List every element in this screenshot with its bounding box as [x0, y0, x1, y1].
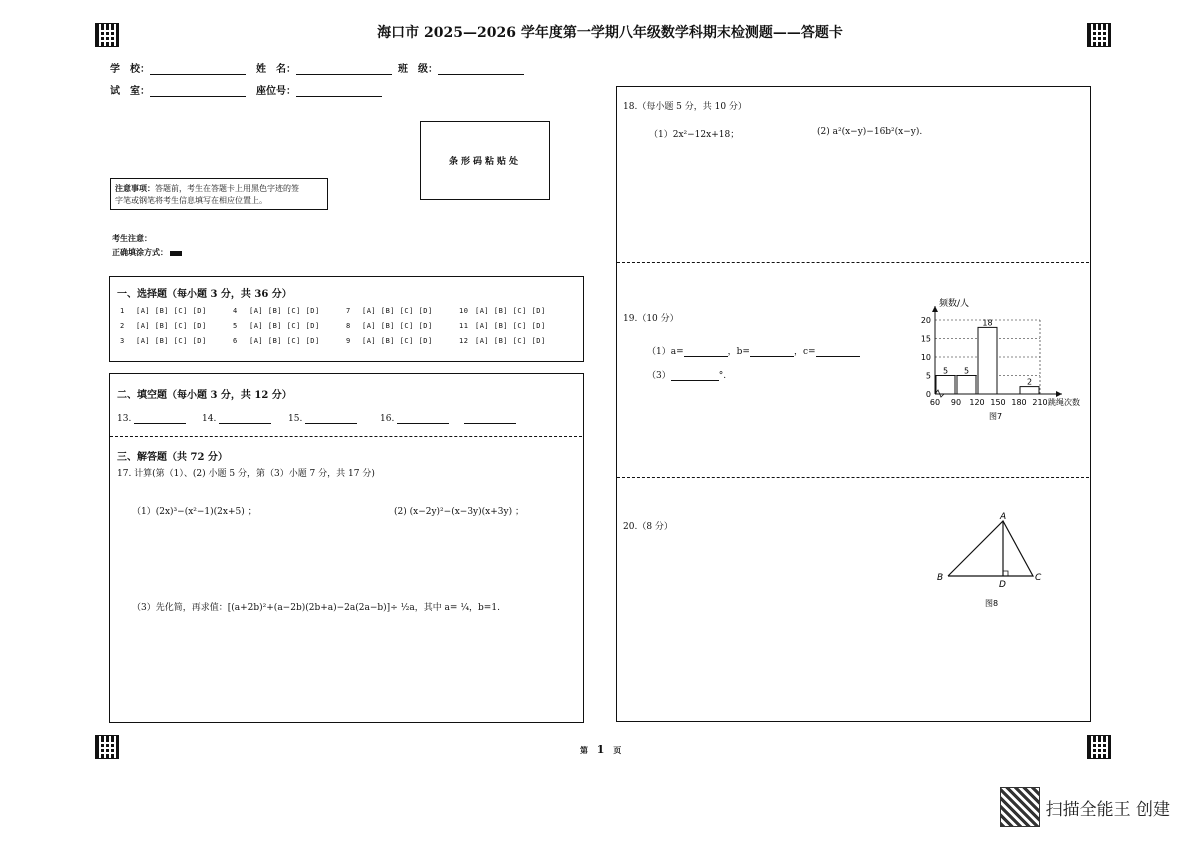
bar-value-label: 5 [963, 366, 970, 376]
bar-value-label: 18 [982, 318, 993, 328]
q13-field[interactable] [117, 413, 186, 424]
bar-value-label: 2 [1026, 377, 1033, 387]
choice-q3[interactable] [120, 337, 207, 345]
choice-number: 5 [233, 322, 238, 330]
watermark-text: 扫描全能王 创建 [1045, 799, 1170, 820]
q19-part3-label: （3） [647, 371, 671, 381]
x-axis-arrow [1056, 391, 1062, 397]
histogram-bar [957, 376, 976, 395]
room-field[interactable] [110, 82, 246, 97]
section-divider [110, 436, 582, 437]
right-angle-mark [1003, 571, 1008, 576]
choice-number: 3 [120, 337, 125, 345]
q19-part1[interactable] [647, 344, 860, 357]
corner-marker-top-right [1088, 24, 1110, 46]
q19-b-label: ，b= [727, 347, 750, 357]
choice-q10[interactable] [459, 307, 546, 315]
class-label: 班 级： [398, 64, 438, 75]
choice-q11[interactable] [459, 322, 546, 330]
histogram-bar [978, 327, 997, 394]
q14-field[interactable] [202, 413, 271, 424]
corner-marker-bottom-right [1088, 736, 1110, 758]
x-tick-label: 90 [950, 398, 962, 407]
corner-marker-bottom-left [96, 736, 118, 758]
triangle-abc [948, 521, 1033, 576]
q19-part3[interactable] [647, 368, 726, 381]
choice-number: 7 [346, 307, 351, 315]
choice-options[interactable]: [A] [B] [C] [D] [249, 307, 320, 315]
choice-number: 11 [459, 322, 469, 330]
notice-box [110, 178, 328, 210]
choice-number: 1 [120, 307, 125, 315]
q18-part1: （1）2x²−12x+18； [649, 130, 740, 140]
school-label: 学 校： [110, 64, 150, 75]
choice-q2[interactable] [120, 322, 207, 330]
fill-method-label: 正确填涂方式： [112, 247, 168, 257]
q18-title: 18.（每小题 5 分，共 10 分） [623, 102, 747, 112]
choice-options[interactable]: [A] [B] [C] [D] [475, 307, 546, 315]
filled-mark-sample [170, 251, 182, 256]
choice-options[interactable]: [A] [B] [C] [D] [362, 322, 433, 330]
page-suffix: 页 [613, 745, 622, 755]
choice-q12[interactable] [459, 337, 546, 345]
y-tick-label: 5 [925, 371, 931, 381]
page-number [580, 743, 621, 756]
section-choice [109, 276, 584, 362]
choice-q8[interactable] [346, 322, 433, 330]
point-d-label: D [999, 580, 1006, 590]
section-choice-title: 一、选择题（每小题 3 分，共 36 分） [117, 289, 292, 300]
q16-field[interactable] [380, 413, 516, 424]
y-tick-label: 20 [920, 316, 931, 325]
page-num: 1 [596, 743, 605, 756]
notice-heading: 注意事项： [115, 183, 155, 193]
choice-q9[interactable] [346, 337, 433, 345]
school-field[interactable] [110, 60, 246, 75]
q20-title: 20.（8 分） [623, 522, 673, 532]
choice-q4[interactable] [233, 307, 320, 315]
choice-q1[interactable] [120, 307, 207, 315]
notice-text-2: 字笔或钢笔将考生信息填写在相应位置上。 [115, 196, 267, 205]
x-tick-label: 180 [1011, 398, 1027, 407]
q18-part2: (2) a²(x−y)−16b²(x−y). [817, 127, 923, 137]
choice-options[interactable]: [A] [B] [C] [D] [136, 337, 207, 345]
point-a-label: A [1000, 512, 1007, 522]
q19-c-label: ，c= [793, 347, 816, 357]
bar-value-label: 5 [942, 366, 949, 376]
q18-divider [617, 262, 1089, 263]
choice-number: 9 [346, 337, 351, 345]
choice-options[interactable]: [A] [B] [C] [D] [475, 337, 546, 345]
y-axis-label: 频数/人 [939, 299, 970, 309]
q15-field[interactable] [288, 413, 357, 424]
q19-a-label: （1）a= [647, 347, 684, 357]
choice-options[interactable]: [A] [B] [C] [D] [249, 322, 320, 330]
choice-number: 12 [459, 337, 469, 345]
y-tick-label: 10 [920, 353, 931, 362]
q17-title: 17. 计算(第（1）、(2) 小题 5 分，第（3）小题 7 分，共 17 分) [117, 469, 375, 479]
choice-options[interactable]: [A] [B] [C] [D] [475, 322, 546, 330]
q15-label: 15. [288, 414, 303, 424]
choice-q6[interactable] [233, 337, 320, 345]
q13-label: 13. [117, 414, 132, 424]
section-answer-title: 三、解答题（共 72 分） [117, 452, 228, 463]
q19-title: 19.（10 分） [623, 314, 679, 324]
watermark-qr-icon [1000, 787, 1040, 827]
q19-divider [617, 477, 1089, 478]
x-tick-label: 60 [929, 398, 941, 407]
choice-number: 8 [346, 322, 351, 330]
y-tick-label: 0 [925, 390, 931, 399]
barcode-label: 条形码粘贴处 [448, 157, 521, 167]
room-label: 试 室： [110, 86, 150, 97]
choice-number: 10 [459, 307, 469, 315]
choice-q5[interactable] [233, 322, 320, 330]
triangle-figure8 [933, 509, 1053, 609]
corner-marker-top-left [96, 24, 118, 46]
scanner-watermark [1000, 787, 1170, 827]
q14-label: 14. [202, 414, 217, 424]
answer-panel-right [616, 86, 1091, 722]
section-fill-and-answer [109, 373, 584, 723]
point-b-label: B [937, 573, 944, 583]
figure8-caption: 图8 [985, 599, 999, 608]
name-field[interactable] [256, 60, 392, 75]
figure7-caption: 图7 [988, 412, 1003, 421]
x-tick-label: 150 [990, 398, 1006, 407]
q17-part3: （3）先化简，再求值：[(a+2b)²+(a−2b)(2b+a)−2a(2a−b)]÷ ½a，其中 a= ¼，b=1. [132, 603, 500, 613]
histogram-figure7 [907, 292, 1087, 422]
page-prefix: 第 [580, 745, 588, 755]
q19-part3-unit: °. [718, 371, 727, 381]
y-tick-label: 15 [920, 334, 931, 344]
notice-text-1: 答题前，考生在答题卡上用黑色字迹的签 [155, 184, 299, 193]
choice-number: 2 [120, 322, 125, 330]
q16-label: 16. [380, 414, 395, 424]
choice-number: 6 [233, 337, 238, 345]
q17-part1: （1）(2x)³−(x²−1)(2x+5) ； [132, 507, 257, 517]
choice-options[interactable]: [A] [B] [C] [D] [362, 337, 433, 345]
barcode-area [420, 121, 550, 200]
choice-q7[interactable] [346, 307, 433, 315]
x-tick-label: 120 [969, 398, 985, 407]
page-title: 海口市 2025—2026 学年度第一学期八年级数学科期末检测题——答题卡 [377, 25, 843, 41]
x-tick-label: 210 [1032, 398, 1048, 407]
x-axis-label: 跳绳次数 [1048, 398, 1080, 407]
histogram-bar [1020, 387, 1039, 394]
choice-options[interactable]: [A] [B] [C] [D] [249, 337, 320, 345]
name-label: 姓 名： [256, 64, 296, 75]
section-fill-title: 二、填空题（每小题 3 分，共 12 分） [117, 390, 292, 401]
seat-label: 座位号： [256, 86, 296, 97]
choice-options[interactable]: [A] [B] [C] [D] [362, 307, 433, 315]
choice-options[interactable]: [A] [B] [C] [D] [136, 322, 207, 330]
choice-number: 4 [233, 307, 238, 315]
q17-part2: (2) (x−2y)²−(x−3y)(x+3y) ； [394, 507, 524, 517]
point-c-label: C [1035, 573, 1042, 583]
class-field[interactable] [398, 60, 524, 75]
candidate-note: 考生注意： [112, 233, 152, 243]
seat-field[interactable] [256, 82, 382, 97]
y-axis-arrow [932, 306, 938, 312]
fill-method [112, 247, 182, 258]
choice-options[interactable]: [A] [B] [C] [D] [136, 307, 207, 315]
